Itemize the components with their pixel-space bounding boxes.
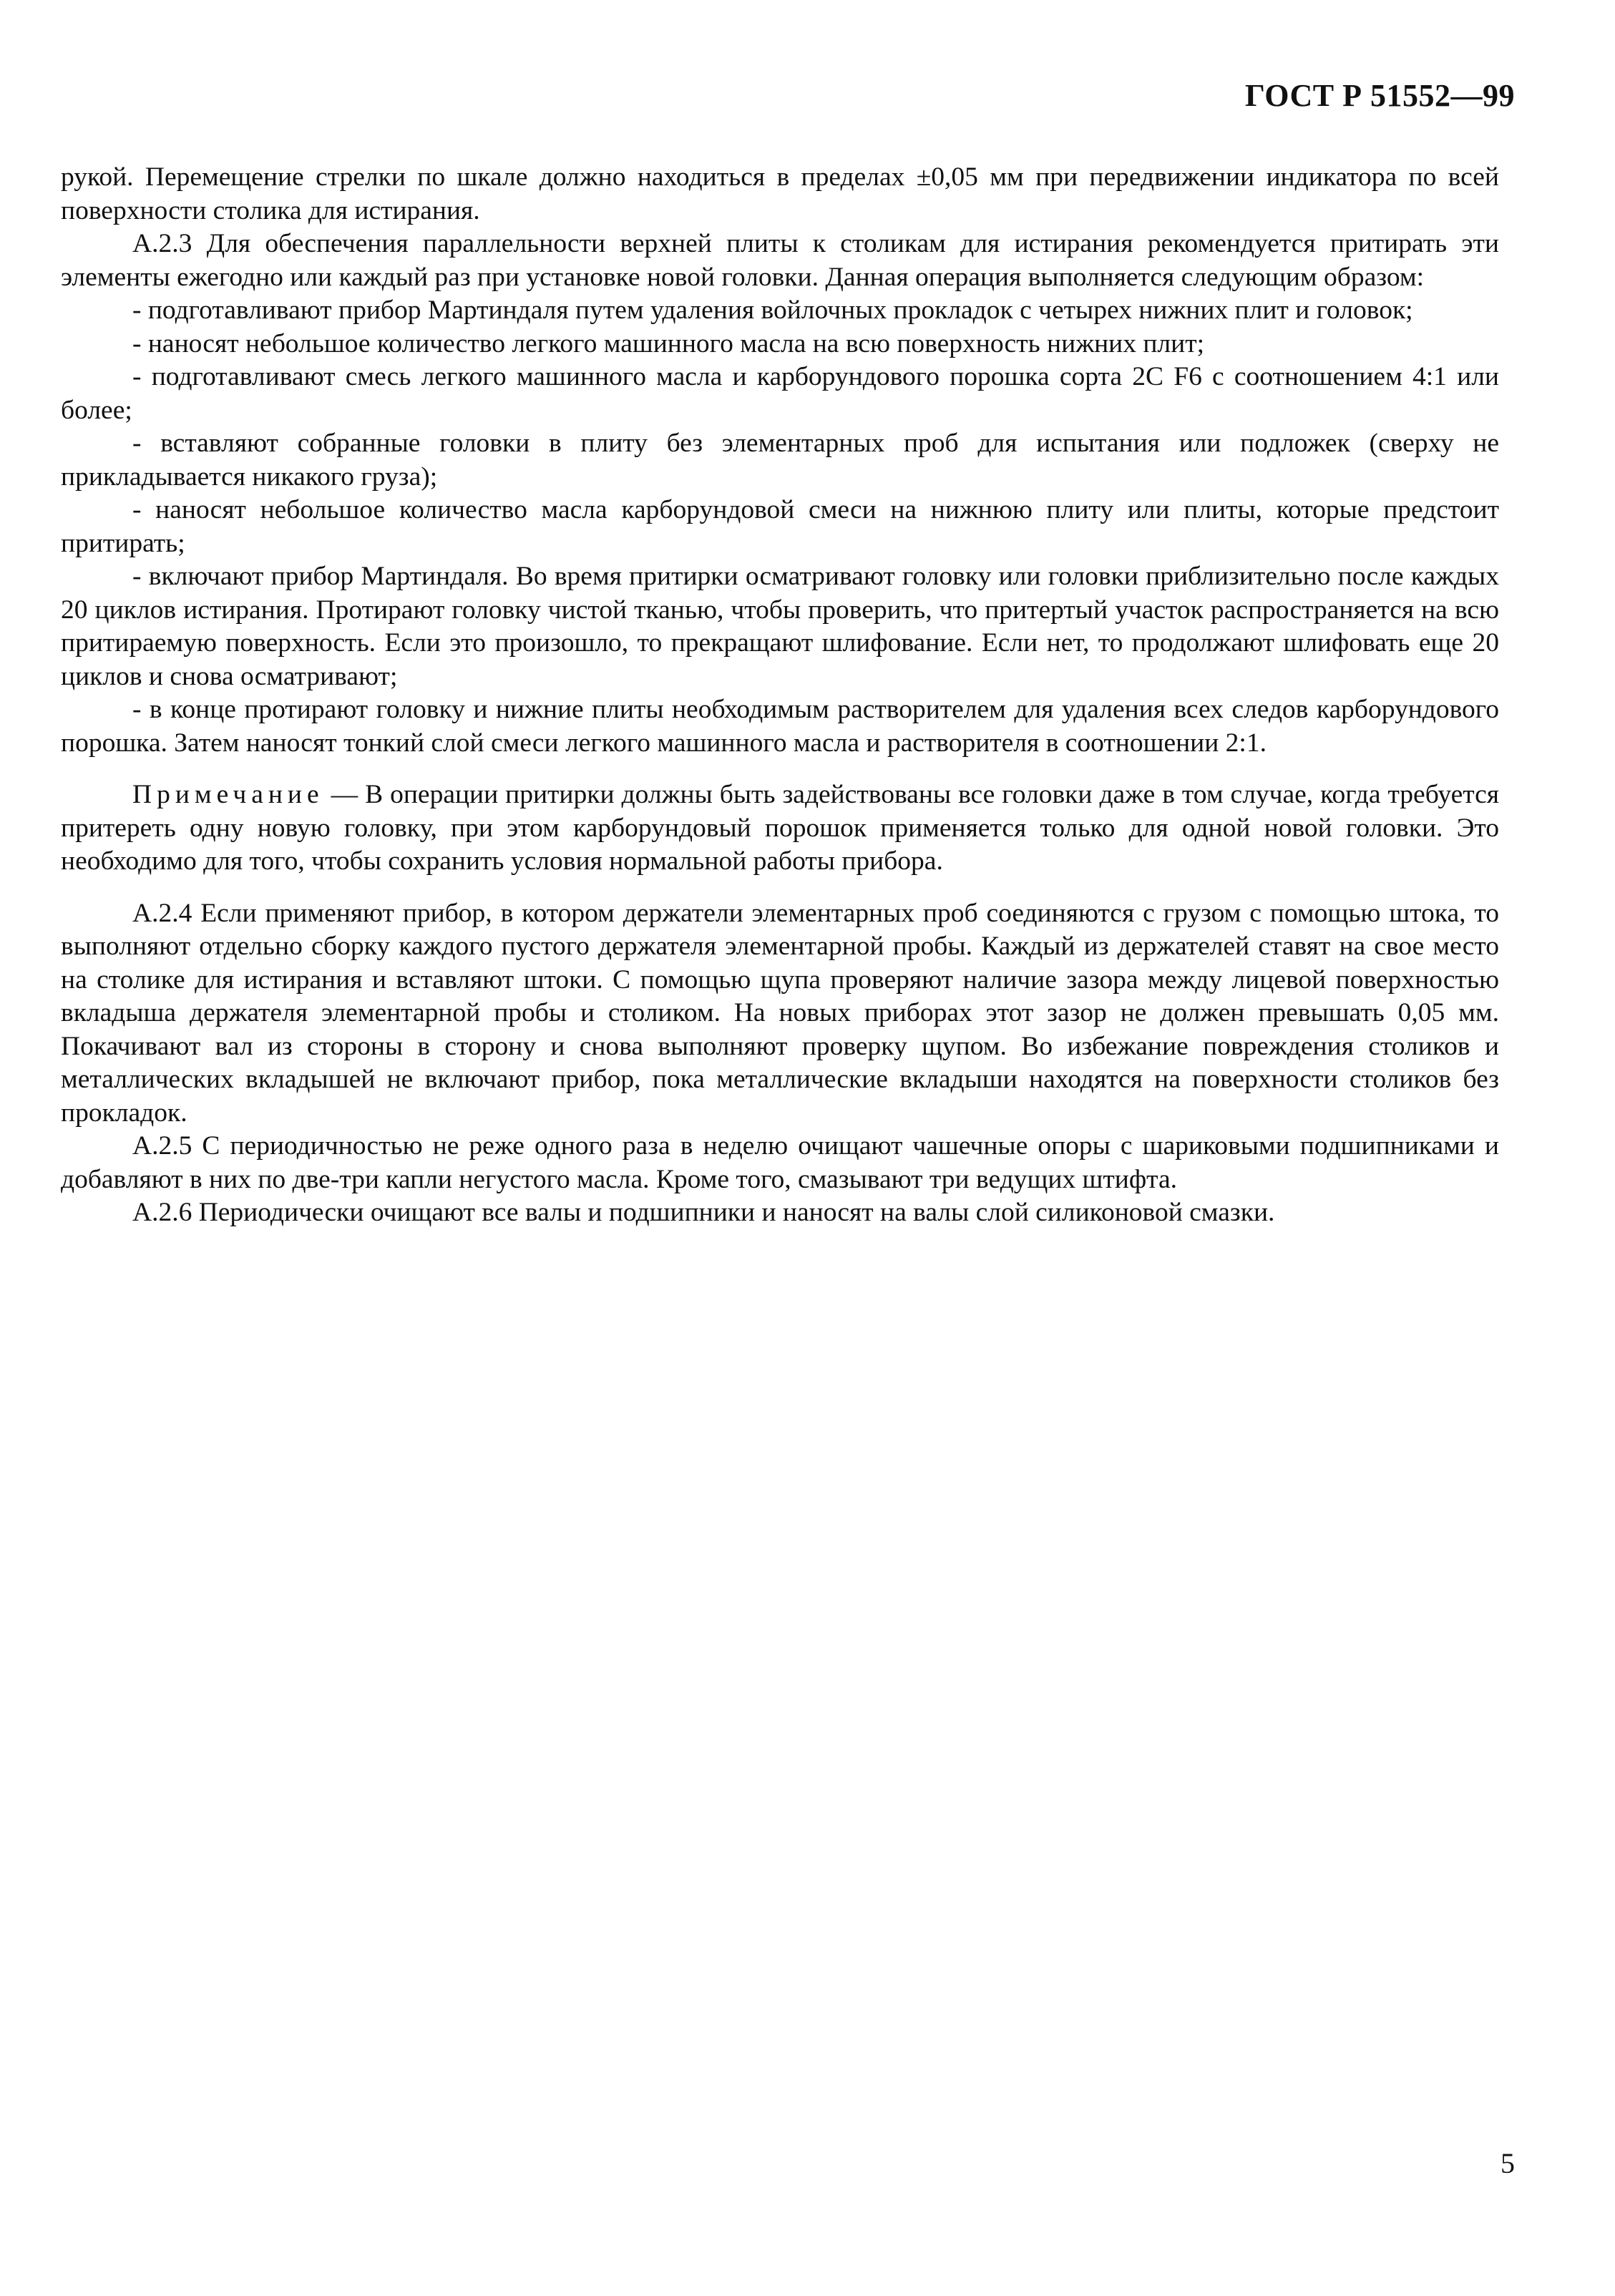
paragraph-a-2-6: А.2.6 Периодически очищают все валы и подшипники и наносят на валы слой силиконовой смазки. (132, 1198, 1275, 1227)
note-label: Примечание (132, 780, 324, 809)
list-item-prepare-mixture: - подготавливают смесь легкого машинного масла и карборундового порошка сорта 2С F6 с соотношением 4:1 или более; (61, 362, 1499, 425)
list-item-prepare-device: - подготавливают прибор Мартиндаля путем удаления войлочных прокладок с четырех нижних плит и головок; (132, 295, 1413, 325)
paragraph-a-2-4: А.2.4 Если применяют прибор, в котором держатели элементарных проб соединяются с грузом с помощью штока, то выполняют отдельно сборку каждого пустого держателя элементарной пробы. Каждый из держателей ставят на свое место на столике для истирания и вставляют штоки. С помощью щупа проверяют наличие зазора между лицевой поверхностью вкладыша держателя элементарной пробы и столиком. На новых приборах этот зазор не должен превышать 0,05 мм. Покачивают вал из стороны в сторону и снова выполняют проверку щупом. Во избежание повреждения столиков и металлических вкладышей не включают прибор, пока металлические вкладыши находятся на поверхности столиков без прокладок. (61, 898, 1499, 1128)
note-paragraph (61, 778, 1499, 879)
list-item-insert-heads: - вставляют собранные головки в плиту без элементарных проб для испытания или подложек (сверху не прикладывается никакого груза); (61, 429, 1499, 492)
paragraph-a-2-3: А.2.3 Для обеспечения параллельности верхней плиты к столикам для истирания рекомендуется притирать эти элементы ежегодно или каждый раз при установке новой головки. Данная операция выполняется следующим образом: (61, 229, 1499, 292)
paragraph-a-2-5: А.2.5 С периодичностью не реже одного раза в неделю очищают чашечные опоры с шариковыми подшипниками и добавляют в них по две-три капли негустого масла. Кроме того, смазывают три ведущих штифта. (61, 1131, 1499, 1194)
list-item-clean-finish: - в конце протирают головку и нижние плиты необходимым растворителем для удаления всех следов карборундового порошка. Затем наносят тонкий слой смеси легкого машинного масла и растворителя в соотношении 2:1. (61, 695, 1499, 758)
list-item-apply-oil: - наносят небольшое количество легкого машинного масла на всю поверхность нижних плит; (132, 328, 1205, 358)
standard-code: ГОСТ Р 51552—99 (1244, 78, 1515, 113)
document-body (61, 161, 1499, 1230)
paragraph-continuation: рукой. Перемещение стрелки по шкале должно находиться в пределах ±0,05 мм при передвижении индикатора по всей поверхности столика для истирания. (61, 162, 1499, 225)
note-text: — В операции притирки должны быть задействованы все головки даже в том случае, когда требуется притереть одну новую головку, при этом карборундовый порошок применяется только для одной новой головки. Это необходимо для того, чтобы сохранить условия нормальной работы прибора. (61, 780, 1499, 876)
document-header (1245, 77, 1515, 114)
list-item-start-device: - включают прибор Мартиндаля. Во время притирки осматривают головку или головки приблизительно после каждых 20 циклов истирания. Протирают головку чистой тканью, чтобы проверить, что притертый участок распространяется на всю притираемую поверхность. Если это произошло, то прекращают шлифование. Если нет, то продолжают шлифовать еще 20 циклов и снова осматривают; (61, 562, 1499, 691)
list-item-apply-mixture: - наносят небольшое количество масла карборундовой смеси на нижнюю плиту или плиты, которые предстоит притирать; (61, 495, 1499, 558)
page-number: 5 (1501, 2147, 1515, 2179)
